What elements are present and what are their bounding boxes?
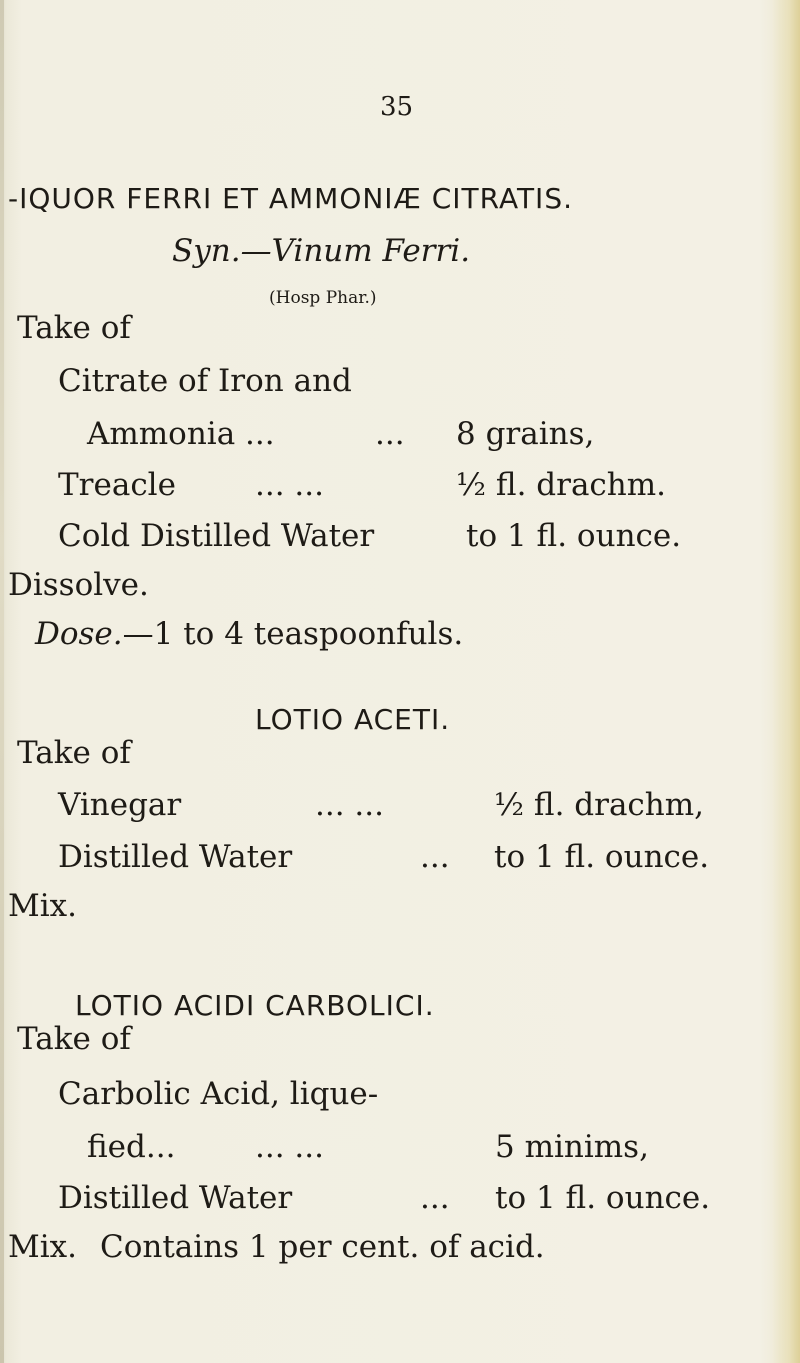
ingredient-amount: to 1 fl. ounce. [466, 518, 682, 554]
ingredient-name: Cold Distilled Water [58, 518, 375, 554]
page-stain [772, 0, 800, 1363]
ingredient-dots: ... [420, 1180, 450, 1216]
binding-edge [0, 0, 4, 1363]
take-of-label: Take of [17, 735, 131, 771]
dose-line [35, 616, 463, 652]
ingredient-name: Citrate of Iron and [58, 363, 352, 399]
ingredient-dots: ... ... [255, 467, 324, 503]
ingredient-amount: 8 grains, [456, 416, 595, 452]
dose-label: Dose. [35, 616, 123, 652]
ingredient-name: Distilled Water [58, 1180, 293, 1216]
ingredient-dots: ... [375, 416, 405, 452]
recipe-title-lotio-aceti: LOTIO ACETI. [255, 703, 451, 736]
ingredient-name: fied... [87, 1129, 176, 1165]
ingredient-amount: ½ fl. drachm. [456, 467, 667, 503]
ingredient-amount: to 1 fl. ounce. [495, 1180, 711, 1216]
ingredient-amount: ½ fl. drachm, [494, 787, 705, 823]
ingredient-amount: to 1 fl. ounce. [494, 839, 710, 875]
instruction-dissolve: Dissolve. [8, 567, 149, 603]
recipe-title-liquor-ferri: -IQUOR FERRI ET AMMONIÆ CITRATIS. [8, 182, 573, 215]
ingredient-dots: ... [420, 839, 450, 875]
ingredient-name: Treacle [58, 467, 176, 503]
ingredient-name: Carbolic Acid, lique- [58, 1076, 379, 1112]
synonym-line: Syn.—Vinum Ferri. [172, 233, 471, 269]
ingredient-dots: ... ... [315, 787, 384, 823]
instruction-mix: Mix. [8, 888, 77, 924]
ingredient-name: Vinegar [58, 787, 182, 823]
recipe-title-lotio-acidi-carbolici: LOTIO ACIDI CARBOLICI. [75, 989, 435, 1022]
take-of-label: Take of [17, 310, 131, 346]
acid-content-note: Contains 1 per cent. of acid. [100, 1229, 545, 1265]
page-number: 35 [380, 92, 414, 122]
dose-text: —1 to 4 teaspoonfuls. [122, 616, 464, 652]
take-of-label: Take of [17, 1021, 131, 1057]
ingredient-dots: ... ... [255, 1129, 324, 1165]
ingredient-amount: 5 minims, [495, 1129, 649, 1165]
ingredient-name: Ammonia ... [87, 416, 275, 452]
ingredient-name: Distilled Water [58, 839, 293, 875]
source-note: (Hosp Phar.) [269, 288, 377, 308]
instruction-mix: Mix. [8, 1229, 77, 1265]
